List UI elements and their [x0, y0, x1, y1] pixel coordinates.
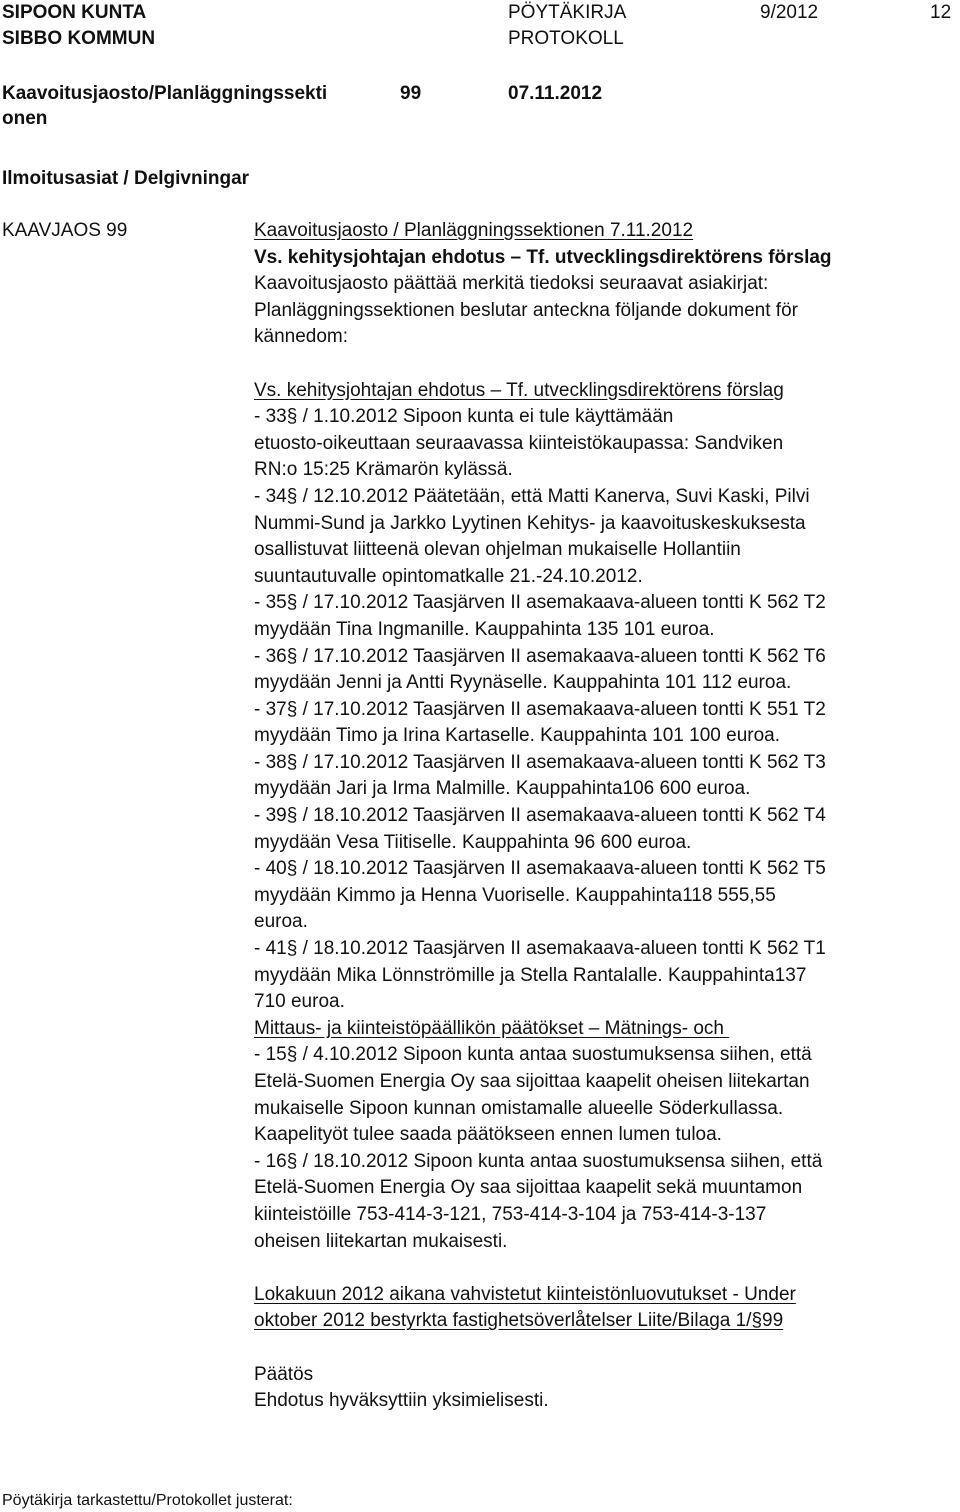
decision-label: Päätös: [254, 1363, 314, 1385]
decision-text: Ehdotus hyväksyttiin yksimielisesti.: [254, 1390, 549, 1412]
list-line: Nummi-Sund ja Jarkko Lyytinen Kehitys- ja kaavoituskeskuksesta: [254, 512, 806, 534]
list-line: - 36§ / 17.10.2012 Taasjärven II asemakaava-alueen tontti K 562 T6: [254, 645, 826, 667]
property-transfers-line: oktober 2012 bestyrkta fastighetsöverlåtelser Liite/Bilaga 1/§99: [254, 1310, 784, 1332]
intro-line: kännedom:: [254, 326, 349, 348]
intro-line: Planläggningssektionen beslutar anteckna följande dokument för: [254, 299, 798, 321]
list-line: osallistuvat liitteenä olevan ohjelman mukaiselle Hollantiin: [254, 539, 741, 561]
item-body: [254, 218, 954, 1415]
list-line: - 35§ / 17.10.2012 Taasjärven II asemakaava-alueen tontti K 562 T2: [254, 592, 826, 614]
list-line: - 38§ / 17.10.2012 Taasjärven II asemakaava-alueen tontti K 562 T3: [254, 751, 826, 773]
list-heading: Vs. kehitysjohtajan ehdotus – Tf. utvecklingsdirektörens förslag: [254, 379, 784, 401]
list-line: myydään Vesa Tiitiselle. Kauppahinta 96 600 euroa.: [254, 831, 692, 853]
list-line: myydään Jari ja Irma Malmille. Kauppahinta106 600 euroa.: [254, 778, 751, 800]
list-line: - 34§ / 12.10.2012 Päätetään, että Matti Kanerva, Suvi Kaski, Pilvi: [254, 485, 810, 507]
list-line: myydään Mika Lönnströmille ja Stella Rantalalle. Kauppahinta137: [254, 964, 807, 986]
manager-line: Kaapelityöt tulee saada päätökseen ennen lumen tuloa.: [254, 1124, 722, 1146]
list-line: - 39§ / 18.10.2012 Taasjärven II asemakaava-alueen tontti K 562 T4: [254, 805, 826, 827]
list-line: - 40§ / 18.10.2012 Taasjärven II asemakaava-alueen tontti K 562 T5: [254, 858, 826, 880]
list-line: euroa.: [254, 911, 308, 933]
list-line: myydään Kimmo ja Henna Vuoriselle. Kauppahinta118 555,55: [254, 884, 776, 906]
property-transfers-line: Lokakuun 2012 aikana vahvistetut kiinteistönluovutukset - Under: [254, 1283, 796, 1305]
manager-line: - 15§ / 4.10.2012 Sipoon kunta antaa suostumuksensa siihen, että: [254, 1044, 812, 1066]
meeting-date: 07.11.2012: [508, 83, 603, 104]
manager-line: mukaiselle Sipoon kunnan omistamalle alueelle Söderkullassa.: [254, 1097, 784, 1119]
intro-line: Kaavoitusjaosto päättää merkitä tiedoksi seuraavat asiakirjat:: [254, 273, 769, 295]
page-number: 12: [930, 2, 952, 23]
proposal-heading: Vs. kehitysjohtajan ehdotus – Tf. utvecklingsdirektörens förslag: [254, 246, 832, 268]
section-title: Ilmoitusasiat / Delgivningar: [2, 168, 250, 189]
list-line: RN:o 15:25 Krämarön kylässä.: [254, 459, 513, 481]
manager-line: - 16§ / 18.10.2012 Sipoon kunta antaa suostumuksensa siihen, että: [254, 1150, 823, 1172]
section-number: 99: [400, 83, 422, 104]
doc-type-fi: PÖYTÄKIRJA: [508, 2, 627, 23]
doc-type-sv: PROTOKOLL: [508, 28, 624, 49]
list-line: - 41§ / 18.10.2012 Taasjärven II asemakaava-alueen tontti K 562 T1: [254, 938, 826, 960]
org-name-fi: SIPOON KUNTA: [2, 2, 147, 23]
manager-line: kiinteistöille 753-414-3-121, 753-414-3-104 ja 753-414-3-137: [254, 1203, 767, 1225]
manager-line: oheisen liitekartan mukaisesti.: [254, 1230, 508, 1252]
org-name-sv: SIBBO KOMMUN: [2, 28, 156, 49]
list-line: etuosto-oikeuttaan seuraavassa kiinteistökaupassa: Sandviken: [254, 432, 784, 454]
list-line: 710 euroa.: [254, 991, 345, 1013]
list-line: myydään Jenni ja Antti Ryynäselle. Kauppahinta 101 112 euroa.: [254, 672, 792, 694]
footer-checked-by: Pöytäkirja tarkastettu/Protokollet justerat:: [2, 1492, 293, 1509]
list-line: suuntautuvalle opintomatkalle 21.-24.10.2012.: [254, 565, 643, 587]
manager-decisions-heading: Mittaus- ja kiinteistöpäällikön päätökset – Mätnings- och: [254, 1017, 730, 1039]
committee-name-cont: onen: [2, 108, 48, 129]
manager-line: Etelä-Suomen Energia Oy saa sijoittaa kaapelit oheisen liitekartan: [254, 1071, 810, 1092]
list-line: - 33§ / 1.10.2012 Sipoon kunta ei tule käyttämään: [254, 406, 674, 428]
list-line: myydään Tina Ingmanille. Kauppahinta 135 101 euroa.: [254, 618, 715, 640]
item-code: KAAVJAOS 99: [2, 220, 128, 241]
committee-name: Kaavoitusjaosto/Planläggningssekti: [2, 83, 328, 104]
list-line: - 37§ / 17.10.2012 Taasjärven II asemakaava-alueen tontti K 551 T2: [254, 698, 826, 720]
protocol-number: 9/2012: [760, 2, 819, 23]
manager-line: Etelä-Suomen Energia Oy saa sijoittaa kaapelit sekä muuntamon: [254, 1177, 803, 1199]
meeting-reference: Kaavoitusjaosto / Planläggningssektionen 7.11.2012: [254, 220, 694, 241]
list-line: myydään Timo ja Irina Kartaselle. Kauppahinta 101 100 euroa.: [254, 725, 780, 747]
